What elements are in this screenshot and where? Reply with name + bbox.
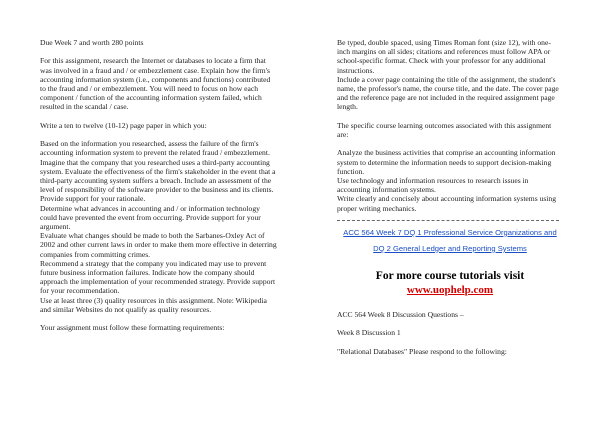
next-tutorial-link[interactable]: ACC 564 Week 7 DQ 1 Professional Service Organizations and DQ 2 General Ledger and Reporting Systems <box>343 227 557 253</box>
next-section-prompt: "Relational Databases" Please respond to the following: <box>337 346 507 356</box>
dashed-divider <box>337 220 559 221</box>
requirement-item: Evaluate what changes should be made to both the Sarbanes-Oxley Act of 2002 and other current laws in order to make them more effective in deterring companies from committing crimes. <box>40 231 277 259</box>
promo-url-link[interactable]: www.uophelp.com <box>406 283 494 296</box>
outcome-item: Use technology and information resources to research issues in accounting information systems. <box>337 176 529 195</box>
formatting-item: Include a cover page containing the title of the assignment, the student's name, the professor's name, the course title, and the date. The cover page and the reference page are not included in the required assignment page length. <box>337 74 559 112</box>
outcome-item: Write clearly and concisely about accounting information systems using proper writing mechanics. <box>337 194 557 213</box>
left-column <box>40 38 278 342</box>
requirement-item: Imagine that the company that you researched uses a third-party accounting system. Evaluate the effectiveness of the firm's stakeholder in the event that a third-party accounting system suffers a breach. Include an assessment of the level of responsibility of the software provider to the business and its clients. Provide support for your rationale. <box>40 157 276 204</box>
next-section-subtitle: Week 8 Discussion 1 <box>337 328 401 338</box>
outcome-item: Analyze the business activities that comprise an accounting information system to determine the information needs to support decision-making function. <box>337 148 556 176</box>
due-line: Due Week 7 and worth 280 points <box>40 38 144 47</box>
requirement-item: Determine what advances in accounting and / or information technology could have prevented the event from occurring. Provide support for your argument. <box>40 203 261 232</box>
formatting-intro: Your assignment must follow these formatting requirements: <box>40 323 225 333</box>
promo-title: For more course tutorials visit <box>375 269 525 282</box>
outcomes-intro: The specific course learning outcomes associated with this assignment are: <box>337 120 552 140</box>
paper-instruction: Write a ten to twelve (10-12) page paper in which you: <box>40 120 207 130</box>
right-column <box>337 38 563 365</box>
assignment-intro: For this assignment, research the Internet or databases to locate a firm that was involved in a fraud and / or embezzlement case. Explain how the firm's accounting information system (i.e., components and functions) contributed to the fraud and / or embezzlement. You will need to focus on how each component / function of the accounting information system failed, which resulted in the scandal / case. <box>40 56 271 112</box>
requirement-item: Use at least three (3) quality resources in this assignment. Note: Wikipedia and similar Websites do not qualify as quality resources. <box>40 295 267 314</box>
requirement-item: Based on the information you researched, assess the failure of the firm's accounting information system to prevent the related fraud / embezzlement. <box>40 139 270 158</box>
requirement-item: Recommend a strategy that the company you indicated may use to prevent future business information failures. Indicate how the company should approach the implementation of your recommended strategy. Provide support for your recommendation. <box>40 258 276 296</box>
requirements-list <box>40 139 278 314</box>
formatting-item: Be typed, double spaced, using Times Roman font (size 12), with one-inch margins on all sides; citations and references must follow APA or school-specific format. Check with your professor for any additional instructions. <box>337 38 551 75</box>
next-section-title: ACC 564 Week 8 Discussion Questions – <box>337 309 464 319</box>
